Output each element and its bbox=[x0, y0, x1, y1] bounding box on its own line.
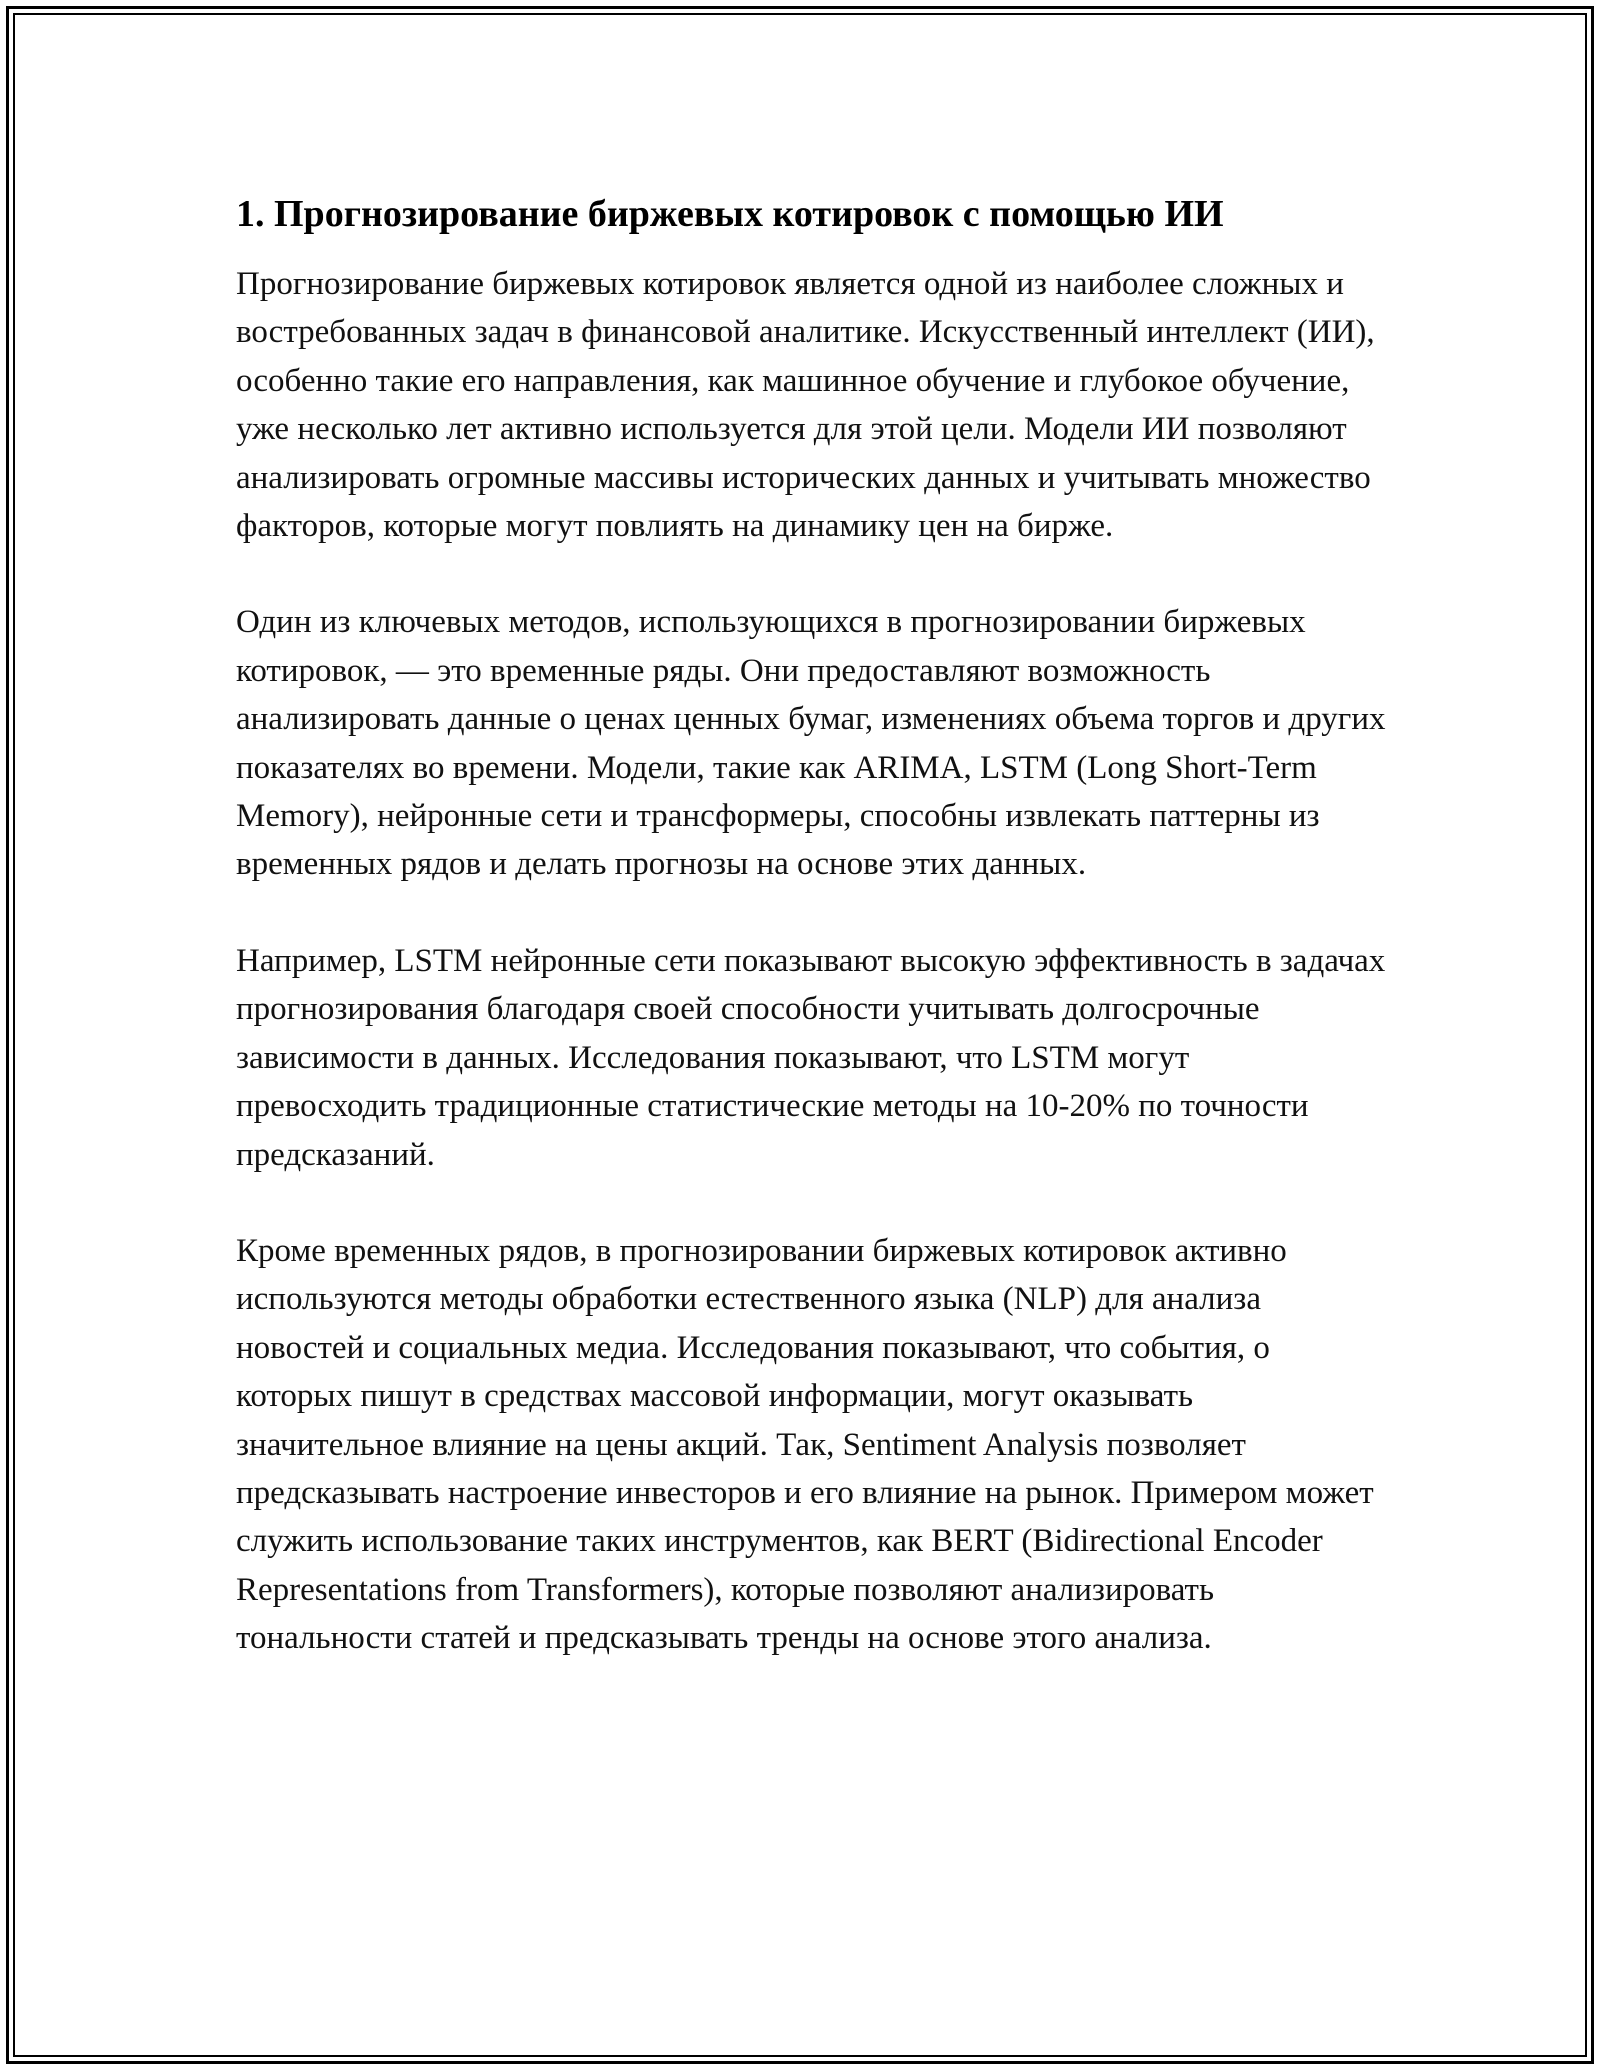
paragraph-nlp: Кроме временных рядов, в прогнозировании биржевых котировок активно используются методы обработки естественного языка (NLP) для анализа новостей и социальных медиа. Исследования показывают, что события, о которых пишут в средствах массовой информации, могут оказывать значительное влияние на цены акций. Так, Sentiment Analysis позволяет предсказывать настроение инвесторов и его влияние на рынок. Примером может служить использование таких инструментов, как BERT (Bidirectional Encoder Representations from Transformers), которые позволяют анализировать тональности статей и предсказывать тренды на основе этого анализа. bbox=[236, 1232, 1374, 1657]
paragraph-lstm: Например, LSTM нейронные сети показывают высокую эффективность в задачах прогнозирования благодаря своей способности учитывать долгосрочные зависимости в данных. Исследования показывают, что LSTM могут превосходить традиционные статистические методы на 10-20% по точности предсказаний. bbox=[236, 942, 1386, 1173]
paragraph-intro: Прогнозирование биржевых котировок является одной из наиболее сложных и востребованных задач в финансовой аналитике. Искусственный интеллект (ИИ), особенно такие его направления, как машинное обучение и глубокое обучение, уже несколько лет активно используется для этой цели. Модели ИИ позволяют анализировать огромные массивы исторических данных и учитывать множество факторов, которые могут повлиять на динамику цен на бирже. bbox=[236, 266, 1375, 545]
document-body bbox=[236, 186, 1386, 1711]
paragraph-time-series: Один из ключевых методов, использующихся в прогнозировании биржевых котировок, — это временные ряды. Они предоставляют возможность анализировать данные о ценах ценных бумаг, изменениях объема торгов и других показателях во времени. Модели, такие как ARIMA, LSTM (Long Short-Term Memory), нейронные сети и трансформеры, способны извлекать паттерны из временных рядов и делать прогнозы на основе этих данных. bbox=[236, 604, 1386, 883]
section-heading: 1. Прогнозирование биржевых котировок с помощью ИИ bbox=[236, 193, 1224, 235]
